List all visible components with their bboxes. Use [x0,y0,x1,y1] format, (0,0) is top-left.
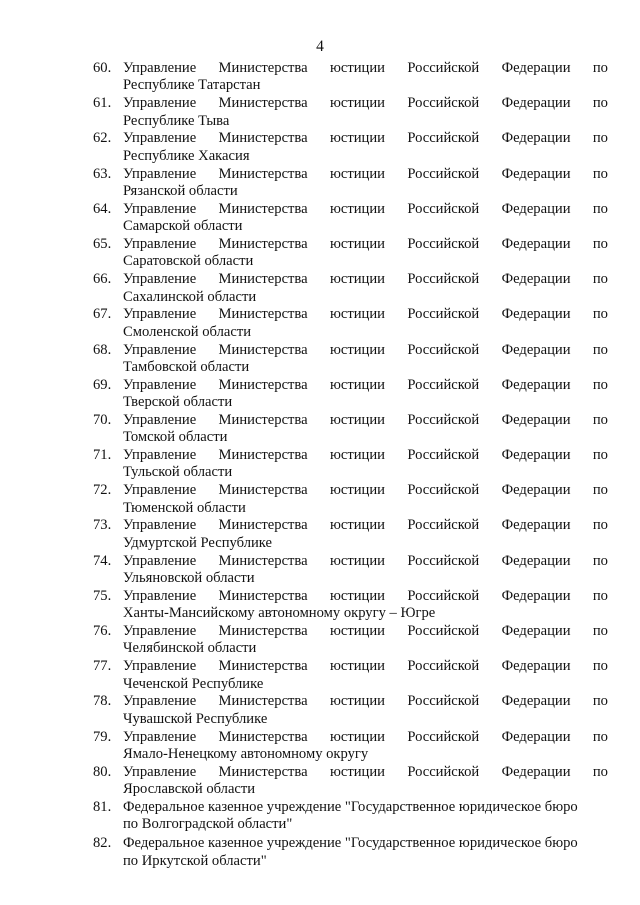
list-item [93,166,608,201]
item-heading [123,271,608,288]
list-item [93,835,608,871]
list-item [93,236,608,271]
heading-word: Федерации [501,165,571,182]
heading-word: Министерства [218,693,308,710]
list-item [93,271,608,306]
heading-word: по [592,517,608,534]
item-number: 65. [93,235,112,252]
list-item [93,799,608,835]
heading-word: по [592,623,608,639]
heading-word: Российской [407,341,480,358]
heading-word: Министерства [218,235,308,252]
heading-word: Министерства [218,200,308,217]
heading-word: юстиции [329,587,385,604]
heading-word: по [592,447,608,464]
heading-word: Управление [123,165,197,182]
heading-word: Министерства [218,411,308,428]
item-number: 78. [93,693,112,710]
heading-word: юстиции [329,517,385,534]
heading-word: Управление [123,517,197,534]
heading-word: Федерации [501,552,571,569]
heading-word: Министерства [218,60,308,76]
heading-word: Министерства [218,341,308,358]
list-item [93,658,608,693]
heading-word: Российской [407,376,480,393]
heading-word: Министерства [218,482,308,499]
heading-word: по [592,763,608,780]
item-region: Рязанской области [123,182,238,199]
item-number: 75. [93,587,112,604]
heading-word: юстиции [329,447,385,464]
heading-word: Министерства [218,271,308,288]
item-number: 64. [93,200,112,217]
heading-word: Российской [407,411,480,428]
heading-word: по [592,728,608,745]
item-region: Республике Татарстан [123,77,261,94]
heading-word: юстиции [329,623,385,639]
heading-word: юстиции [329,130,385,147]
heading-word: Российской [407,235,480,252]
item-number: 69. [93,376,112,393]
item-region: Удмуртской Республике [123,534,273,551]
heading-word: по [592,130,608,147]
heading-word: Российской [407,728,480,745]
heading-word: Российской [407,306,480,323]
list-item [93,517,608,552]
item-heading [123,482,608,499]
heading-word: по [592,271,608,288]
heading-word: по [592,165,608,182]
heading-word: Федерации [501,623,571,639]
heading-word: Федерации [501,200,571,217]
list-item [93,342,608,377]
item-region: Тульской области [123,464,233,481]
item-heading [123,764,608,781]
heading-word: Управление [123,341,197,358]
item-region: Самарской области [123,218,243,235]
item-number: 77. [93,658,112,675]
heading-word: по [592,376,608,393]
heading-word: Управление [123,306,197,323]
item-heading [123,130,608,147]
heading-word: юстиции [329,200,385,217]
item-region: Чувашской Республике [123,710,268,727]
heading-word: Российской [407,482,480,499]
heading-word: Управление [123,60,197,76]
heading-word: Министерства [218,587,308,604]
heading-word: Министерства [218,130,308,147]
heading-word: Российской [407,447,480,464]
heading-word: по [592,411,608,428]
heading-word: Федерации [501,341,571,358]
heading-word: Управление [123,130,197,147]
heading-word: Российской [407,271,480,288]
item-heading [123,729,608,746]
heading-word: Управление [123,95,197,112]
heading-word: по [592,658,608,675]
item-region: Смоленской области [123,323,252,340]
list-item [93,588,608,623]
list-item [93,693,608,728]
item-heading [123,166,608,183]
item-number: 67. [93,306,112,323]
item-heading [123,60,608,77]
heading-word: Управление [123,447,197,464]
heading-word: Управление [123,376,197,393]
list-item [93,60,608,95]
item-heading [123,553,608,570]
item-heading [123,517,608,534]
list-item [93,201,608,236]
item-region: Ярославской области [123,781,256,798]
heading-word: Управление [123,658,197,675]
heading-word: юстиции [329,658,385,675]
list-item [93,729,608,764]
item-heading [123,306,608,323]
item-number: 68. [93,341,112,358]
heading-word: Министерства [218,763,308,780]
item-region: по Иркутской области" [123,852,267,869]
heading-word: юстиции [329,235,385,252]
list-item [93,306,608,341]
heading-word: Управление [123,482,197,499]
item-number: 72. [93,482,112,499]
heading-word: по [592,482,608,499]
list-item [93,482,608,517]
heading-word: юстиции [329,482,385,499]
heading-word: Управление [123,587,197,604]
heading-word: Министерства [218,623,308,639]
heading-word: юстиции [329,728,385,745]
heading-word: Управление [123,693,197,710]
item-region: Томской области [123,429,228,446]
heading-word: Федерации [501,306,571,323]
heading-word: Министерства [218,376,308,393]
item-heading [123,201,608,218]
heading-word: по [592,341,608,358]
item-region: Тамбовской области [123,358,250,375]
heading-word: Российской [407,130,480,147]
item-heading [123,412,608,429]
heading-word: Министерства [218,728,308,745]
list-item [93,130,608,165]
item-heading [123,693,608,710]
heading-word: Федерации [501,728,571,745]
item-region: Республике Хакасия [123,147,250,164]
item-heading [123,377,608,394]
heading-word: юстиции [329,271,385,288]
item-region: Чеченской Республике [123,675,264,692]
heading-word: Министерства [218,95,308,112]
heading-word: юстиции [329,306,385,323]
list-item [93,553,608,588]
item-number: 79. [93,728,112,745]
item-heading [123,342,608,359]
item-region: Саратовской области [123,253,254,270]
heading-word: юстиции [329,552,385,569]
item-region: Сахалинской области [123,288,257,305]
heading-word: Федерации [501,95,571,112]
heading-word: по [592,587,608,604]
heading-word: юстиции [329,763,385,780]
heading-word: по [592,306,608,323]
item-number: 63. [93,165,112,182]
item-number: 76. [93,623,112,639]
heading-word: Федерации [501,376,571,393]
heading-word: Федерации [501,411,571,428]
list-item [93,764,608,799]
institution-list [93,60,608,872]
item-region: Челябинской области [123,640,257,657]
list-item [93,412,608,447]
item-heading [123,95,608,112]
item-heading: Федеральное казенное учреждение "Государственное юридическое бюро [123,835,578,852]
heading-word: по [592,552,608,569]
item-region: Ульяновской области [123,570,255,587]
heading-word: Российской [407,552,480,569]
item-region: Ханты-Мансийскому автономному округу – Югре [123,605,436,622]
heading-word: Министерства [218,306,308,323]
heading-word: юстиции [329,165,385,182]
heading-word: Федерации [501,517,571,534]
heading-word: юстиции [329,376,385,393]
item-number: 71. [93,447,112,464]
heading-word: юстиции [329,60,385,76]
heading-word: Российской [407,763,480,780]
heading-word: юстиции [329,693,385,710]
heading-word: Управление [123,623,197,639]
item-heading [123,236,608,253]
list-item [93,377,608,412]
list-item [93,623,608,658]
heading-word: Министерства [218,658,308,675]
heading-word: Федерации [501,271,571,288]
heading-word: Российской [407,623,480,639]
heading-word: по [592,235,608,252]
item-number: 70. [93,411,112,428]
list-item [93,447,608,482]
heading-word: юстиции [329,341,385,358]
heading-word: Управление [123,411,197,428]
item-region: по Волгоградской области" [123,816,293,833]
heading-word: Министерства [218,552,308,569]
item-number: 82. [93,835,112,852]
heading-word: Российской [407,95,480,112]
heading-word: Министерства [218,165,308,182]
item-heading: Федеральное казенное учреждение "Государственное юридическое бюро [123,798,578,815]
heading-word: Федерации [501,763,571,780]
item-region: Республике Тыва [123,112,230,129]
item-number: 60. [93,60,112,76]
heading-word: юстиции [329,411,385,428]
heading-word: Федерации [501,587,571,604]
heading-word: Федерации [501,447,571,464]
heading-word: Российской [407,517,480,534]
heading-word: Федерации [501,235,571,252]
item-region: Тюменской области [123,499,246,516]
item-heading [123,447,608,464]
item-number: 81. [93,798,112,815]
page-number: 4 [316,38,324,55]
heading-word: Управление [123,552,197,569]
heading-word: Управление [123,763,197,780]
heading-word: Российской [407,200,480,217]
heading-word: Министерства [218,517,308,534]
heading-word: Министерства [218,447,308,464]
item-region: Ямало-Ненецкому автономному округу [123,745,369,762]
heading-word: Федерации [501,482,571,499]
heading-word: Федерации [501,693,571,710]
item-number: 73. [93,517,112,534]
heading-word: юстиции [329,95,385,112]
heading-word: Российской [407,693,480,710]
heading-word: Федерации [501,658,571,675]
item-number: 80. [93,763,112,780]
heading-word: по [592,60,608,76]
heading-word: Российской [407,165,480,182]
list-item [93,95,608,130]
item-heading [123,658,608,675]
item-heading [123,623,608,640]
item-region: Тверской области [123,394,233,411]
heading-word: Российской [407,658,480,675]
heading-word: Федерации [501,60,571,76]
heading-word: Российской [407,587,480,604]
heading-word: по [592,693,608,710]
heading-word: по [592,200,608,217]
item-number: 62. [93,130,112,147]
item-number: 66. [93,271,112,288]
item-number: 61. [93,95,112,112]
heading-word: Управление [123,728,197,745]
item-heading [123,588,608,605]
heading-word: по [592,95,608,112]
heading-word: Российской [407,60,480,76]
item-number: 74. [93,552,112,569]
heading-word: Управление [123,235,197,252]
heading-word: Управление [123,271,197,288]
heading-word: Управление [123,200,197,217]
heading-word: Федерации [501,130,571,147]
